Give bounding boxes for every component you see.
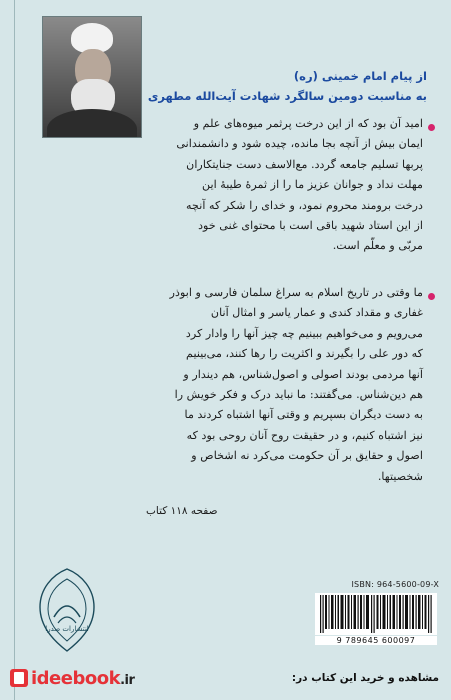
para2-line: شخصیتها. xyxy=(377,469,423,483)
watermark-brand-main: ideebook xyxy=(31,668,121,689)
para1-line: پربها تسلیم جامعه گردد. مع‌الاسف دست جنایتکاران xyxy=(186,157,423,171)
heading-line-2: به مناسبت دومین سالگرد شهادت آیت‌الله مطهری xyxy=(147,89,427,103)
isbn: ISBN: 964-5600-09-X xyxy=(351,580,439,589)
publisher-name: انتشارات صدرا xyxy=(45,625,89,633)
page-reference: صفحه ۱۱۸ کتاب xyxy=(146,505,218,517)
para1-line: از این استاد شهید باقی است با محتوای غنی خود xyxy=(198,219,423,233)
para2-line: ما وقتی در تاریخ اسلام به سراغ سلمان فارسی و ابوذر xyxy=(169,286,423,299)
para2-line: هم دین‌شناس. می‌گفتند: ما نباید درک و فکر خویش را xyxy=(174,388,423,402)
watermark-brand-domain: .ir xyxy=(120,673,135,688)
watermark-caption: مشاهده و خرید این کتاب در: xyxy=(291,672,439,684)
para2-line: غفاری و مقداد کندی و عمار یاسر و امثال آنان xyxy=(210,306,423,320)
para1-line: مربّی و معلّم است. xyxy=(332,239,423,253)
para1-line: مهلت نداد و جوانان عزیز ما را از ثمرهٔ طیبهٔ این xyxy=(202,178,423,192)
paragraph-2 xyxy=(43,283,423,487)
barcode xyxy=(315,593,437,635)
para1-line: ایمان بیش از آنچه بجا مانده، چیده شود و دانشمندانی xyxy=(176,137,423,151)
barcode-number: 9 789645 600097 xyxy=(315,636,437,645)
bullet-2 xyxy=(428,293,435,300)
barcode-bars xyxy=(318,595,434,633)
paragraph-1 xyxy=(43,114,423,257)
watermark-brand[interactable] xyxy=(10,668,134,689)
quote-heading xyxy=(137,66,427,106)
heading-line-1: از پیام امام خمینی (ره) xyxy=(293,69,427,83)
spine-fold-line xyxy=(14,0,15,700)
para2-line: به دست دیگران بسپریم و وقتی آنها اشتباه کردند ما xyxy=(184,408,423,422)
para1-line: درخت برومند محروم نمود، و خدای را شکر که آنچه xyxy=(186,198,423,212)
para2-line: نیز اشتباه کنیم، و در حقیقت روح آنان روحی بود که xyxy=(186,428,423,442)
para2-line: که دور علی را بگیرند و اکثریت را رها کنند، می‌بینیم xyxy=(186,347,423,361)
publisher-logo xyxy=(28,565,106,655)
bullet-1 xyxy=(428,124,435,131)
para2-line: اصول و حقایق بر آن حکومت می‌کرد نه اشخاص و xyxy=(191,449,423,463)
book-icon xyxy=(10,669,28,687)
para2-line: می‌رویم و می‌خواهیم ببینیم چه چیز آنها را وادار کرد xyxy=(185,326,423,340)
para1-line: امید آن بود که از این درخت پرثمر میوه‌های علم و xyxy=(193,117,423,130)
para2-line: آنها مردمی بودند اصولی و اصول‌شناس، هم دیندار و xyxy=(183,367,423,381)
